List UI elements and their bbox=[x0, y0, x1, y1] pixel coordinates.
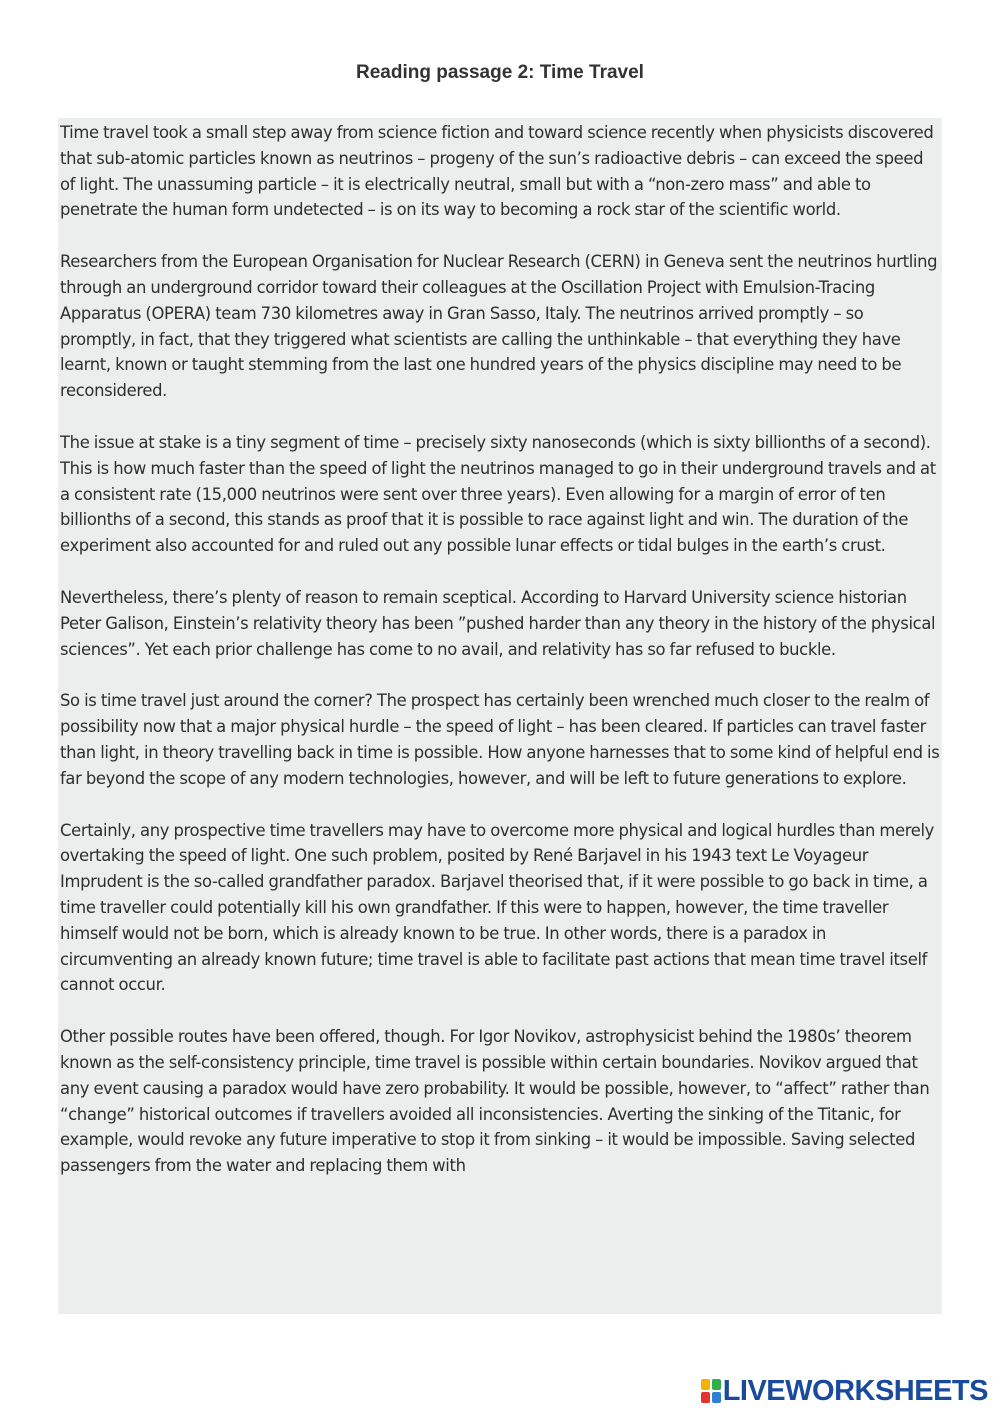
page-title: Reading passage 2: Time Travel bbox=[356, 62, 644, 83]
paragraph-2: Researchers from the European Organisation for Nuclear Research (CERN) in Geneva sent the neutrinos hurtling through an underground corridor toward their colleagues at the Oscillation Project with Emulsion-Tracing Apparatus (OPERA) team 730 kilometres away in Gran Sasso, Italy. The neutrinos arrived promptly – so promptly, in fact, that they triggered what scientists are calling the unthinkable – that everything they have learnt, known or taught stemming from the last one hundred years of the physics discipline may need to be reconsidered. bbox=[60, 252, 938, 401]
paragraph-1: Time travel took a small step away from science fiction and toward science recently when physicists discovered that sub-atomic particles known as neutrinos – progeny of the sun’s radioactive debris – can exceed the speed of light. The unassuming particle – it is electrically neutral, small but with a “non-zero mass” and able to penetrate the human form undetected – is on its way to becoming a rock star of the scientific world. bbox=[60, 123, 934, 220]
logo-square-blue bbox=[712, 1392, 721, 1403]
paragraph-6: Certainly, any prospective time travellers may have to overcome more physical and logical hurdles than merely overtaking the speed of light. One such problem, posited by René Barjavel in his 1943 text Le Voyageur Imprudent is the so-called grandfather paradox. Barjavel theorised that, if it were possible to go back in time, a time traveller could potentially kill his own grandfather. If this were to happen, however, the time traveller himself would not be born, which is already known to be true. In other words, there is a paradox in circumventing an already known future; time travel is able to facilitate past actions that mean time travel itself cannot occur. bbox=[60, 820, 935, 995]
liveworksheets-logo-icon bbox=[701, 1379, 721, 1403]
paragraph-7: Other possible routes have been offered, though. For Igor Novikov, astrophysicist behind the 1980s’ theorem known as the self-consistency principle, time travel is possible within certain boundaries. Novikov argued that any event causing a paradox would have zero probability. It would be possible, however, to “affect” rather than “change” historical outcomes if travellers avoided all inconsistencies. Averting the sinking of the Titanic, for example, would revoke any future imperative to stop it from sinking – it would be impossible. Saving selected passengers from the water and replacing them with bbox=[60, 1027, 930, 1176]
paragraph-3: The issue at stake is a tiny segment of time – precisely sixty nanoseconds (which is sixty billionths of a second). This is how much faster than the speed of light the neutrinos managed to go in their underground travels and at a consistent rate (15,000 neutrinos were sent over three years). Even allowing for a margin of error of ten billionths of a second, this stands as proof that it is possible to race against light and win. The duration of the experiment also accounted for and ruled out any possible lunar effects or tidal bulges in the earth’s crust. bbox=[60, 432, 936, 556]
paragraph-4: Nevertheless, there’s plenty of reason to remain sceptical. According to Harvard University science historian Peter Galison, Einstein’s relativity theory has been ”pushed harder than any theory in the history of the physical sciences”. Yet each prior challenge has come to no avail, and relativity has so far refused to buckle. bbox=[60, 587, 936, 659]
paragraph-5: So is time travel just around the corner? The prospect has certainly been wrenched much closer to the realm of possibility now that a major physical hurdle – the speed of light – has been cleared. If particles can travel faster than light, in theory travelling back in time is possible. How anyone harnesses that to some kind of helpful end is far beyond the scope of any modern technologies, however, and will be left to future generations to explore. bbox=[60, 691, 940, 788]
logo-square-yellow bbox=[701, 1379, 710, 1390]
logo-text: LIVEWORKSHEETS bbox=[722, 1374, 988, 1407]
logo-square-green bbox=[712, 1379, 721, 1390]
liveworksheets-logo[interactable] bbox=[701, 1374, 988, 1408]
logo-square-red bbox=[701, 1392, 710, 1403]
reading-passage bbox=[58, 118, 942, 1314]
